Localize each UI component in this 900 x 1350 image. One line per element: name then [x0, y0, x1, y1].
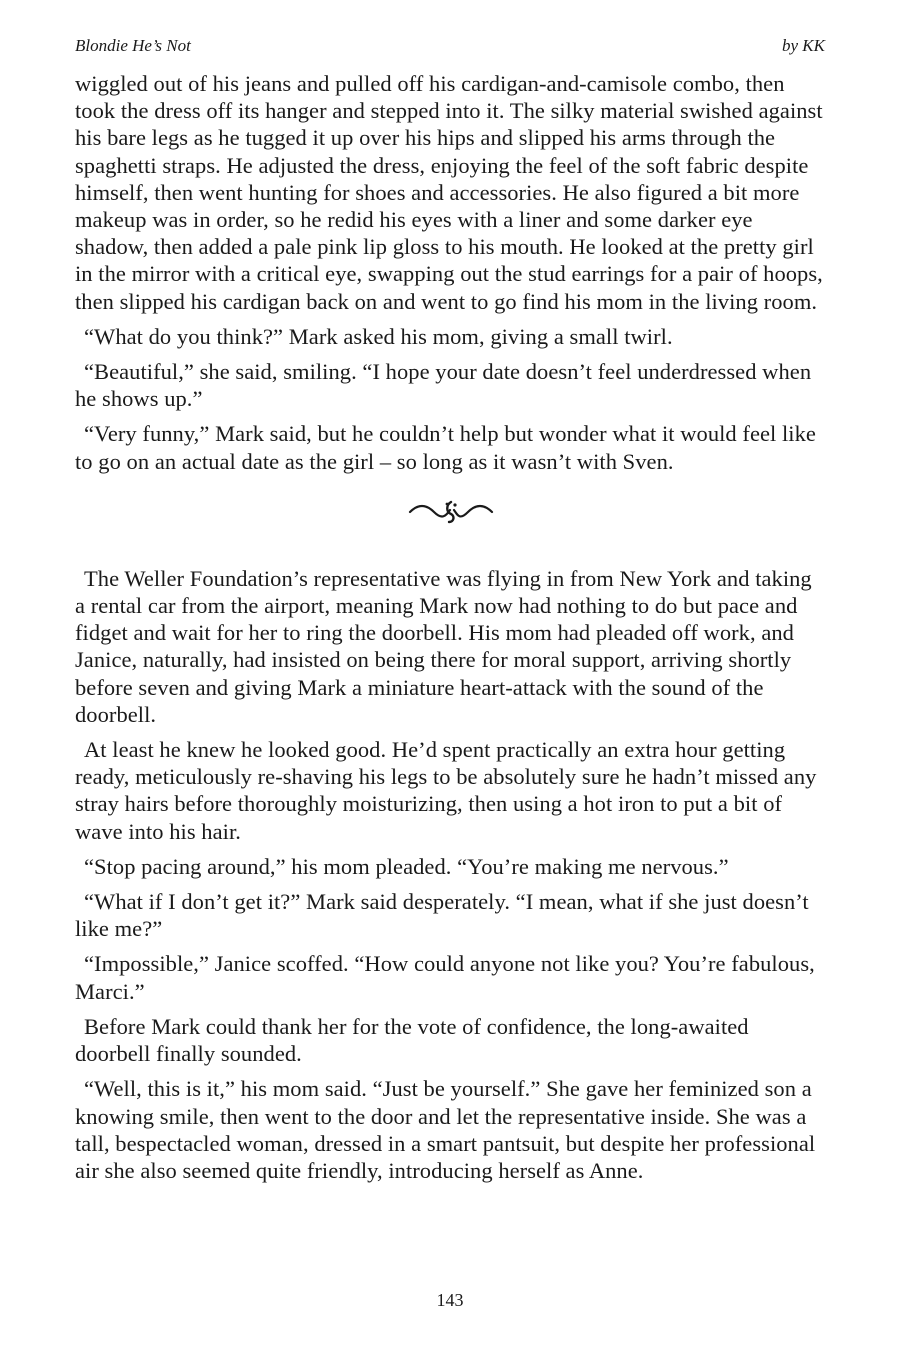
- paragraph: “Well, this is it,” his mom said. “Just be yourself.” She gave her feminized son a knowing smile, then went to the door and let the representative inside. She was a tall, bespectacled woman, dressed in a smart pantsuit, but despite her professional air she also seemed quite friendly, introducing herself as Anne.: [75, 1076, 816, 1183]
- scene-break-ornament: [75, 485, 827, 537]
- paragraph: “Stop pacing around,” his mom pleaded. “You’re making me nervous.”: [84, 853, 729, 879]
- body-text: [75, 70, 827, 1192]
- paragraph: “What do you think?” Mark asked his mom, giving a small twirl.: [84, 323, 673, 349]
- paragraph: “Impossible,” Janice scoffed. “How could anyone not like you? You’re fabulous, Marci.”: [75, 951, 815, 1004]
- paragraph: At least he knew he looked good. He’d spent practically an extra hour getting ready, meticulously re-shaving his legs to be absolutely sure he hadn’t missed any stray hairs before thoroughly moisturizing, then using a hot iron to put a bit of wave into his hair.: [75, 737, 817, 844]
- paragraph: “Very funny,” Mark said, but he couldn’t help but wonder what it would feel like to go on an actual date as the girl – so long as it wasn’t with Sven.: [75, 421, 816, 474]
- paragraph: Before Mark could thank her for the vote of confidence, the long-awaited doorbell finally sounded.: [75, 1013, 749, 1067]
- flourish-icon: [406, 496, 496, 526]
- book-title: Blondie He’s Not: [75, 36, 191, 55]
- paragraph: “What if I don’t get it?” Mark said desperately. “I mean, what if she just doesn’t like me?”: [75, 889, 809, 942]
- running-header: [75, 36, 825, 56]
- paragraph: “Beautiful,” she said, smiling. “I hope your date doesn’t feel underdressed when he shows up.”: [75, 359, 812, 412]
- paragraph: wiggled out of his jeans and pulled off his cardigan-and-camisole combo, then took the dress off its hanger and stepped into it. The silky material swished against his bare legs as he tugged it up over his hips and slipped his arms through the spaghetti straps. He adjusted the dress, enjoying the feel of the soft fabric despite himself, then went hunting for shoes and accessories. He also figured a bit more makeup was in order, so he redid his eyes with a liner and some darker eye shadow, then added a pale pink lip gloss to his mouth. He looked at the pretty girl in the mirror with a critical eye, swapping out the stud earrings for a pair of hoops, then slipped his cardigan back on and went to go find his mom in the living room.: [75, 71, 823, 314]
- author-credit: by KK: [782, 36, 825, 55]
- page-number: 143: [436, 1290, 464, 1310]
- paragraph: The Weller Foundation’s representative was flying in from New York and taking a rental car from the airport, meaning Mark now had nothing to do but pace and fidget and wait for her to ring the doorbell. His mom had pleaded off work, and Janice, naturally, had insisted on being there for moral support, arriving shortly before seven and giving Mark a miniature heart-attack with the sound of the doorbell.: [75, 565, 812, 727]
